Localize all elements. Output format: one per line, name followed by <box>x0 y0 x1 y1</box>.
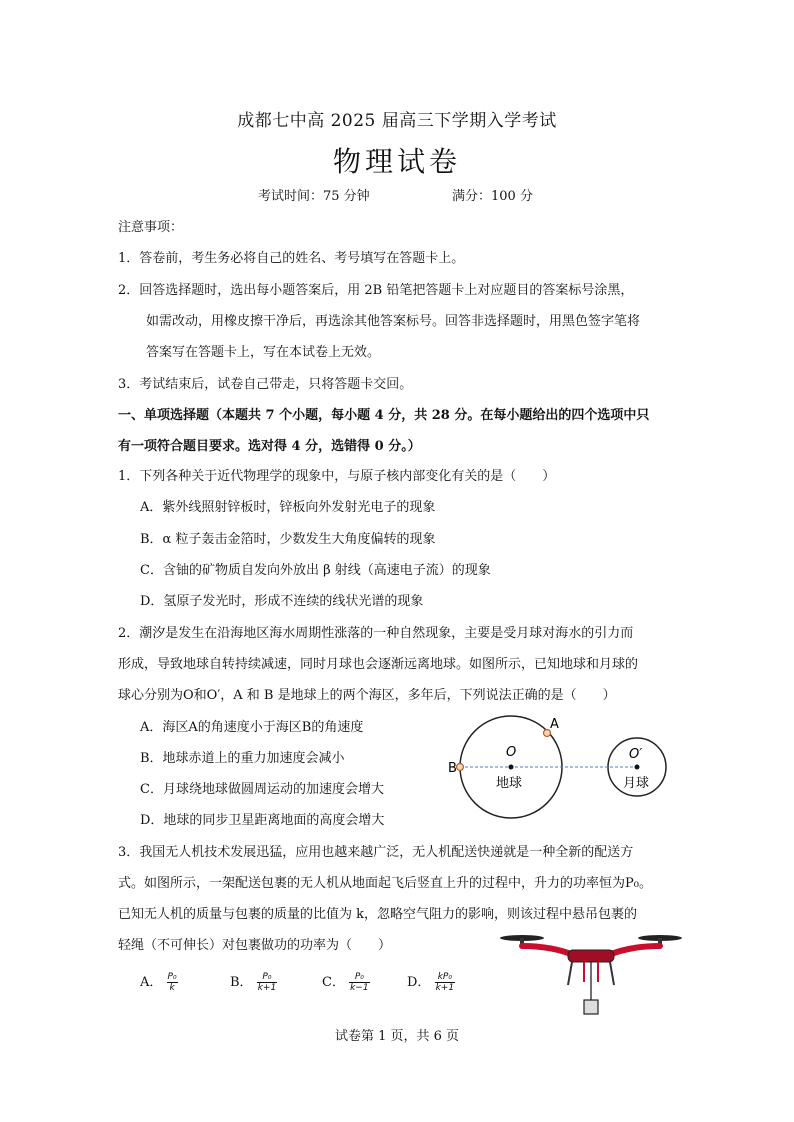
q1-option-a: A．紫外线照射锌板时，锌板向外发射光电子的现象 <box>140 500 436 515</box>
exam-score: 满分：100 分 <box>452 189 533 204</box>
q3-option-b-denominator: k+1 <box>257 983 277 993</box>
q3-option-a-numerator: P₀ <box>167 972 177 982</box>
q3-option-b <box>230 972 277 993</box>
q1-option-b: B．α 粒子轰击金箔时，少数发生大角度偏转的现象 <box>140 532 436 547</box>
leg-left <box>568 962 572 985</box>
label-b: B <box>448 761 457 776</box>
notes-item-2-line-1: 2．回答选择题时，选出每小题答案后，用 2B 铅笔把答题卡上对应题目的答案标号涂黑， <box>118 283 634 298</box>
q3-option-c-denominator: k−1 <box>350 983 369 993</box>
exam-time: 考试时间：75 分钟 <box>258 189 370 204</box>
section-1-heading-line-2: 有一项符合题目要求。选对得 4 分，选错得 0 分。） <box>118 439 421 454</box>
notes-item-2-line-2: 如需改动，用橡皮擦干净后，再选涂其他答案标号。回答非选择题时，用黑色签字笔将 <box>146 314 641 329</box>
q3-option-d-fraction <box>435 972 455 993</box>
q2-option-a: A．海区A的角速度小于海区B的角速度 <box>140 720 364 735</box>
q3-option-d-label: D． <box>407 975 431 990</box>
q2-option-b: B．地球赤道上的重力加速度会减小 <box>140 751 345 766</box>
exam-subtitle: 成都七中高 2025 届高三下学期入学考试 <box>237 111 557 131</box>
exam-title: 物理试卷 <box>332 145 461 178</box>
label-a: A <box>550 717 559 732</box>
label-earth: 地球 <box>496 776 523 791</box>
q2-option-d: D．地球的同步卫星距离地面的高度会增大 <box>140 813 385 828</box>
q2-stem-line-2: 形成，导致地球自转持续减速，同时月球也会逐渐远离地球。如图所示，已知地球和月球的 <box>118 657 639 672</box>
earth-moon-figure <box>440 712 680 822</box>
drone-figure <box>498 930 688 1020</box>
notes-item-3: 3．考试结束后，试卷自己带走，只将答题卡交回。 <box>118 377 413 392</box>
q3-option-d-numerator: kP₀ <box>435 972 455 983</box>
q3-option-d-denominator: k+1 <box>435 983 455 993</box>
q3-option-b-numerator: P₀ <box>257 972 277 983</box>
q3-option-b-fraction <box>257 972 277 993</box>
section-1-heading-line-1: 一、单项选择题（本题共 7 个小题，每小题 4 分，共 28 分。在每小题给出的四个选项中只 <box>118 408 650 423</box>
q3-option-d <box>407 972 455 993</box>
q1-stem: 1．下列各种关于近代物理学的现象中，与原子核内部变化有关的是（ ） <box>118 469 556 484</box>
notes-item-2-line-3: 答案写在答题卡上，写在本试卷上无效。 <box>146 345 381 360</box>
label-moon: 月球 <box>623 776 650 791</box>
q3-stem-line-3: 已知无人机的质量与包裹的质量的比值为 k，忽略空气阻力的影响，则该过程中悬吊包裹的 <box>118 907 638 922</box>
moon-center-dot <box>635 765 640 770</box>
q1-option-d: D．氢原子发光时，形成不连续的线状光谱的现象 <box>140 594 424 609</box>
notes-heading: 注意事项： <box>118 220 184 235</box>
q3-option-c-fraction <box>349 972 369 993</box>
q3-option-c <box>322 972 370 993</box>
leg-right <box>610 962 614 985</box>
q3-option-a <box>140 972 178 993</box>
q3-stem-line-1: 3．我国无人机技术发展迅猛，应用也越来越广泛，无人机配送快递就是一种全新的配送方 <box>118 845 634 860</box>
q3-stem-line-2: 式。如图所示，一架配送包裹的无人机从地面起飞后竖直上升的过程中，升力的功率恒为P₀。 <box>118 876 652 891</box>
q2-stem-line-3: 球心分别为O和O′，A 和 B 是地球上的两个海区，多年后，下列说法正确的是（ ） <box>118 688 616 703</box>
q3-option-c-numerator: P₀ <box>349 972 369 983</box>
package-box <box>584 1000 598 1014</box>
q1-option-c: C．含铀的矿物质自发向外放出 β 射线（高速电子流）的现象 <box>140 563 491 578</box>
q3-option-a-denominator: k <box>169 983 175 993</box>
point-b-marker <box>457 764 464 771</box>
q3-stem-line-4: 轻绳（不可伸长）对包裹做功的功率为（ ） <box>118 938 392 953</box>
label-o: O <box>506 745 517 760</box>
drone-body <box>568 950 614 962</box>
label-o-prime: O′ <box>629 747 643 762</box>
earth-center-dot <box>509 765 514 770</box>
page-footer: 试卷第 1 页，共 6 页 <box>334 1029 460 1044</box>
q3-option-a-label: A． <box>140 975 163 990</box>
q2-stem-line-1: 2．潮汐是发生在沿海地区海水周期性涨落的一种自然现象，主要是受月球对海水的引力而 <box>118 626 634 641</box>
q3-option-b-label: B． <box>230 975 253 990</box>
q3-option-a-fraction <box>167 972 178 993</box>
notes-item-1: 1．答卷前，考生务必将自己的姓名、考号填写在答题卡上。 <box>118 251 465 266</box>
q2-option-c: C．月球绕地球做圆周运动的加速度会增大 <box>140 782 384 797</box>
q3-option-c-label: C． <box>322 975 345 990</box>
